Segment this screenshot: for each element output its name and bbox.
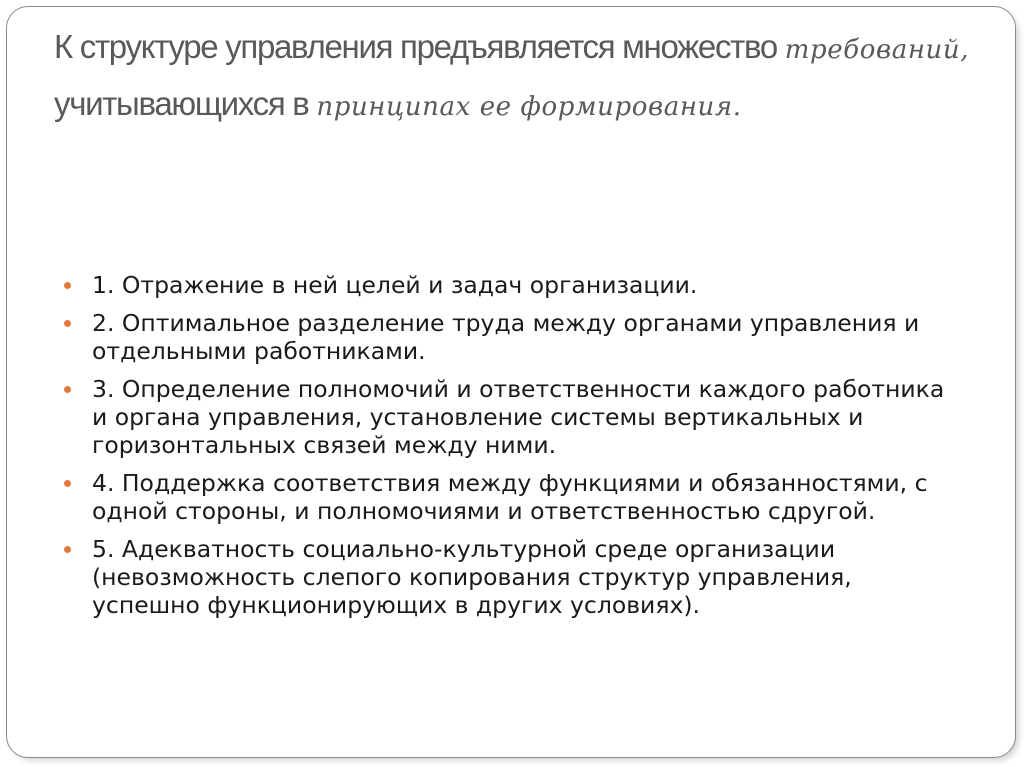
list-item bbox=[62, 535, 962, 619]
list-item-text: 3. Определение полномочий и ответственности каждого работника и органа управления, установление системы вертикальных и горизонтальных связей между ними. bbox=[92, 375, 945, 459]
bullet-icon bbox=[64, 282, 71, 289]
bullet-icon bbox=[64, 320, 71, 327]
list-item bbox=[62, 375, 962, 459]
list-item bbox=[62, 271, 962, 299]
list-item-text: 2. Оптимальное разделение труда между органами управления и отдельными работниками. bbox=[92, 309, 920, 365]
title-part-4: принципах ее формирования. bbox=[316, 92, 742, 122]
bullet-icon bbox=[64, 386, 71, 393]
title-part-3: учитывающихся в bbox=[54, 85, 317, 122]
list-item-text: 4. Поддержка соответствия между функциями и обязанностями, с одной стороны, и полномочиями и ответственностью сдругой. bbox=[92, 469, 928, 525]
list-item-text: 1. Отражение в ней целей и задач организации. bbox=[92, 271, 698, 299]
bullet-icon bbox=[64, 480, 71, 487]
list-item bbox=[62, 469, 962, 525]
requirements-list bbox=[62, 271, 962, 629]
slide-title bbox=[54, 20, 974, 134]
list-item-text: 5. Адекватность социально-культурной среде организации (невозможность слепого копирования структур управления, успешно функционирующих в других условиях). bbox=[92, 535, 852, 619]
title-part-2: требований, bbox=[784, 35, 970, 65]
list-item bbox=[62, 309, 962, 365]
bullet-icon bbox=[64, 546, 71, 553]
title-part-1: К структуре управления предъявляется множество bbox=[54, 28, 777, 65]
